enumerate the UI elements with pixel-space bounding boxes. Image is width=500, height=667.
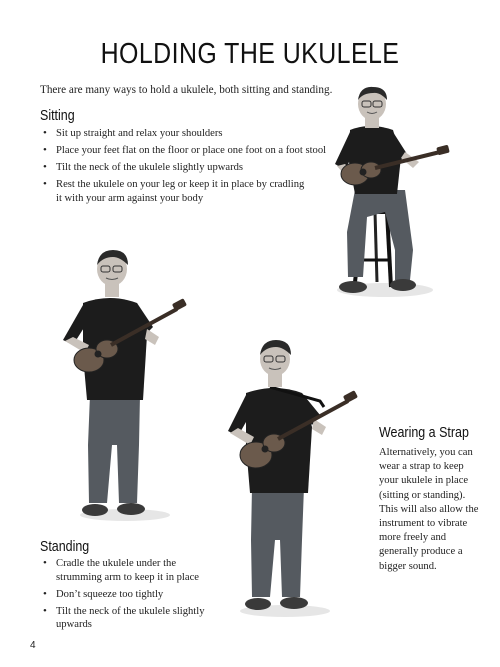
standing-photo [55,245,195,525]
intro-text: There are many ways to hold a ukulele, both sitting and standing. [40,84,333,96]
page-number: 4 [30,640,36,651]
strap-text: Alternatively, you can wear a strap to keep your ukulele in place (sitting or standing). This will also allow the instrument to vibrate more freely and generally produce a bigger sound. [379,447,479,572]
sitting-list [40,127,325,209]
list-item: • Cradle the ukulele under the strumming arm to keep it in place [40,557,210,584]
sitting-photo [315,82,460,302]
standing-heading: Standing [40,539,90,555]
page-title: HOLDING THE UKULELE [100,38,400,70]
strap-photo [220,335,365,620]
list-item: • Tilt the neck of the ukulele slightly upwards [40,161,325,175]
list-item: • Place your feet flat on the floor or place one foot on a foot stool [40,144,325,158]
list-item: • Tilt the neck of the ukulele slightly upwards [40,605,210,632]
sitting-heading: Sitting [40,108,75,124]
list-item: • Sit up straight and relax your shoulders [40,127,325,141]
list-item: • Don’t squeeze too tightly [40,588,210,602]
list-item: • Rest the ukulele on your leg or keep it in place by cradling it with your arm against your body [40,178,311,205]
strap-heading: Wearing a Strap [379,425,469,441]
standing-list [40,557,210,635]
